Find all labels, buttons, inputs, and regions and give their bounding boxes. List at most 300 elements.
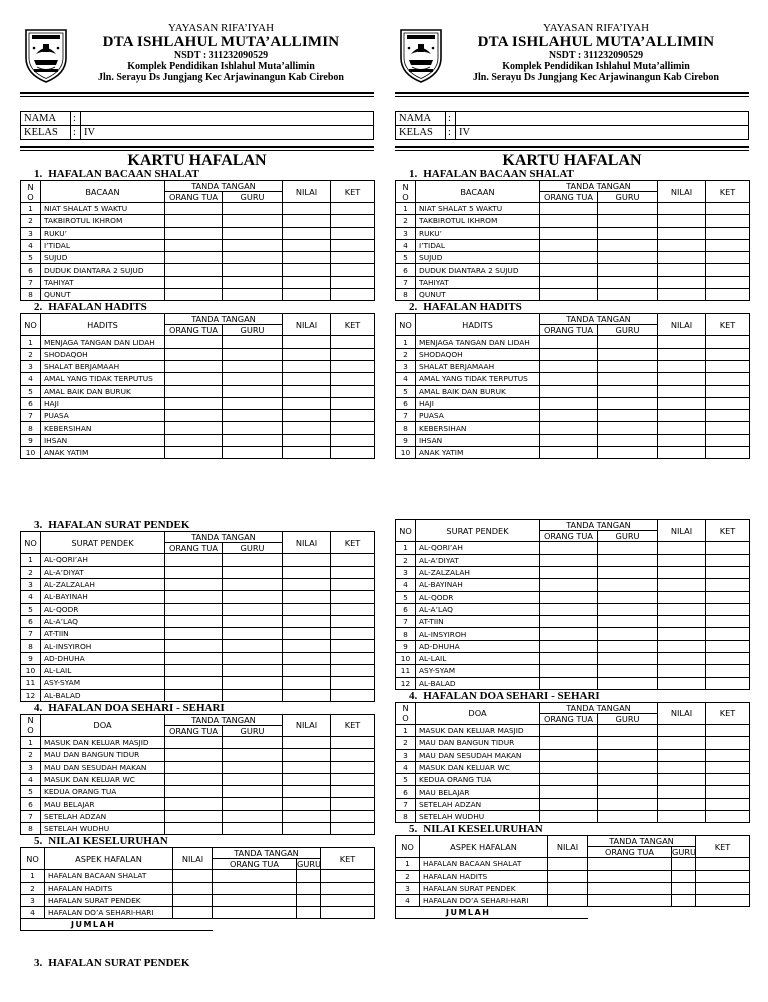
guru-signature-cell[interactable] (598, 542, 658, 554)
guru-signature-cell[interactable] (598, 591, 658, 603)
ket-cell[interactable] (706, 749, 750, 761)
nilai-cell[interactable] (658, 640, 706, 652)
ket-cell[interactable] (706, 761, 750, 773)
orang-tua-signature-cell[interactable] (165, 578, 223, 590)
nilai-cell[interactable] (283, 410, 331, 422)
orang-tua-signature-cell[interactable] (588, 870, 672, 882)
ket-cell[interactable] (331, 227, 375, 239)
guru-signature-cell[interactable] (223, 360, 283, 372)
nilai-cell[interactable] (548, 858, 588, 870)
ket-cell[interactable] (331, 276, 375, 288)
ket-cell[interactable] (331, 239, 375, 251)
orang-tua-signature-cell[interactable] (540, 276, 598, 288)
ket-cell[interactable] (331, 615, 375, 627)
orang-tua-signature-cell[interactable] (165, 203, 223, 215)
ket-cell[interactable] (696, 882, 750, 894)
ket-cell[interactable] (331, 761, 375, 773)
nilai-cell[interactable] (658, 360, 706, 372)
ket-cell[interactable] (706, 410, 750, 422)
ket-cell[interactable] (331, 628, 375, 640)
guru-signature-cell[interactable] (598, 373, 658, 385)
ket-cell[interactable] (706, 566, 750, 578)
orang-tua-signature-cell[interactable] (540, 737, 598, 749)
ket-cell[interactable] (331, 822, 375, 834)
guru-signature-cell[interactable] (598, 677, 658, 689)
orang-tua-signature-cell[interactable] (165, 385, 223, 397)
guru-signature-cell[interactable] (223, 677, 283, 689)
orang-tua-signature-cell[interactable] (165, 348, 223, 360)
nilai-cell[interactable] (658, 373, 706, 385)
orang-tua-signature-cell[interactable] (165, 689, 223, 701)
guru-signature-cell[interactable] (223, 773, 283, 785)
nilai-cell[interactable] (283, 786, 331, 798)
nilai-cell[interactable] (658, 215, 706, 227)
guru-signature-cell[interactable] (223, 749, 283, 761)
guru-signature-cell[interactable] (223, 798, 283, 810)
ket-cell[interactable] (706, 252, 750, 264)
guru-signature-cell[interactable] (297, 907, 321, 919)
orang-tua-signature-cell[interactable] (540, 761, 598, 773)
ket-cell[interactable] (331, 422, 375, 434)
orang-tua-signature-cell[interactable] (540, 810, 598, 822)
orang-tua-signature-cell[interactable] (540, 616, 598, 628)
guru-signature-cell[interactable] (223, 603, 283, 615)
nilai-cell[interactable] (658, 239, 706, 251)
nilai-cell[interactable] (283, 264, 331, 276)
nilai-cell[interactable] (283, 239, 331, 251)
orang-tua-signature-cell[interactable] (540, 798, 598, 810)
orang-tua-signature-cell[interactable] (165, 822, 223, 834)
orang-tua-signature-cell[interactable] (540, 252, 598, 264)
orang-tua-signature-cell[interactable] (540, 749, 598, 761)
nilai-cell[interactable] (548, 870, 588, 882)
orang-tua-signature-cell[interactable] (540, 724, 598, 736)
ket-cell[interactable] (706, 774, 750, 786)
guru-signature-cell[interactable] (598, 203, 658, 215)
orang-tua-signature-cell[interactable] (165, 252, 223, 264)
guru-signature-cell[interactable] (223, 348, 283, 360)
orang-tua-signature-cell[interactable] (213, 882, 297, 894)
nilai-cell[interactable] (283, 591, 331, 603)
ket-cell[interactable] (706, 360, 750, 372)
nilai-cell[interactable] (658, 724, 706, 736)
nama-field[interactable] (81, 112, 374, 126)
guru-signature-cell[interactable] (598, 252, 658, 264)
guru-signature-cell[interactable] (223, 215, 283, 227)
ket-cell[interactable] (696, 858, 750, 870)
ket-cell[interactable] (706, 554, 750, 566)
ket-cell[interactable] (706, 447, 750, 459)
orang-tua-signature-cell[interactable] (165, 603, 223, 615)
orang-tua-signature-cell[interactable] (540, 348, 598, 360)
nilai-cell[interactable] (283, 810, 331, 822)
orang-tua-signature-cell[interactable] (540, 215, 598, 227)
ket-cell[interactable] (331, 603, 375, 615)
nilai-cell[interactable] (658, 616, 706, 628)
orang-tua-signature-cell[interactable] (165, 566, 223, 578)
orang-tua-signature-cell[interactable] (540, 264, 598, 276)
guru-signature-cell[interactable] (598, 422, 658, 434)
guru-signature-cell[interactable] (223, 385, 283, 397)
nilai-cell[interactable] (548, 895, 588, 907)
orang-tua-signature-cell[interactable] (540, 385, 598, 397)
ket-cell[interactable] (321, 907, 375, 919)
guru-signature-cell[interactable] (598, 640, 658, 652)
guru-signature-cell[interactable] (223, 264, 283, 276)
ket-cell[interactable] (331, 677, 375, 689)
guru-signature-cell[interactable] (223, 689, 283, 701)
ket-cell[interactable] (331, 798, 375, 810)
ket-cell[interactable] (331, 434, 375, 446)
nilai-cell[interactable] (658, 385, 706, 397)
orang-tua-signature-cell[interactable] (165, 554, 223, 566)
guru-signature-cell[interactable] (598, 761, 658, 773)
nilai-cell[interactable] (283, 434, 331, 446)
ket-cell[interactable] (706, 373, 750, 385)
guru-signature-cell[interactable] (223, 252, 283, 264)
ket-cell[interactable] (706, 603, 750, 615)
guru-signature-cell[interactable] (672, 882, 696, 894)
orang-tua-signature-cell[interactable] (165, 665, 223, 677)
nilai-cell[interactable] (283, 336, 331, 348)
ket-cell[interactable] (706, 264, 750, 276)
ket-cell[interactable] (706, 591, 750, 603)
nilai-cell[interactable] (283, 215, 331, 227)
orang-tua-signature-cell[interactable] (213, 894, 297, 906)
nilai-cell[interactable] (658, 737, 706, 749)
ket-cell[interactable] (331, 665, 375, 677)
guru-signature-cell[interactable] (223, 276, 283, 288)
nilai-cell[interactable] (283, 689, 331, 701)
orang-tua-signature-cell[interactable] (165, 360, 223, 372)
guru-signature-cell[interactable] (598, 348, 658, 360)
ket-cell[interactable] (706, 628, 750, 640)
guru-signature-cell[interactable] (297, 870, 321, 882)
ket-cell[interactable] (331, 591, 375, 603)
guru-signature-cell[interactable] (223, 652, 283, 664)
orang-tua-signature-cell[interactable] (540, 239, 598, 251)
guru-signature-cell[interactable] (598, 616, 658, 628)
nilai-cell[interactable] (283, 276, 331, 288)
ket-cell[interactable] (331, 373, 375, 385)
ket-cell[interactable] (331, 252, 375, 264)
orang-tua-signature-cell[interactable] (165, 227, 223, 239)
guru-signature-cell[interactable] (598, 774, 658, 786)
orang-tua-signature-cell[interactable] (165, 289, 223, 301)
ket-cell[interactable] (331, 810, 375, 822)
guru-signature-cell[interactable] (598, 410, 658, 422)
nilai-cell[interactable] (658, 434, 706, 446)
guru-signature-cell[interactable] (672, 895, 696, 907)
ket-cell[interactable] (331, 289, 375, 301)
nilai-cell[interactable] (658, 591, 706, 603)
nilai-cell[interactable] (173, 870, 213, 882)
ket-cell[interactable] (321, 882, 375, 894)
nilai-cell[interactable] (283, 348, 331, 360)
nilai-cell[interactable] (283, 397, 331, 409)
ket-cell[interactable] (706, 227, 750, 239)
guru-signature-cell[interactable] (598, 289, 658, 301)
guru-signature-cell[interactable] (223, 289, 283, 301)
ket-cell[interactable] (706, 434, 750, 446)
orang-tua-signature-cell[interactable] (165, 276, 223, 288)
guru-signature-cell[interactable] (598, 264, 658, 276)
nilai-cell[interactable] (658, 774, 706, 786)
nilai-cell[interactable] (283, 749, 331, 761)
nilai-cell[interactable] (658, 798, 706, 810)
nilai-cell[interactable] (658, 203, 706, 215)
orang-tua-signature-cell[interactable] (165, 628, 223, 640)
guru-signature-cell[interactable] (297, 894, 321, 906)
ket-cell[interactable] (706, 215, 750, 227)
ket-cell[interactable] (331, 348, 375, 360)
guru-signature-cell[interactable] (598, 276, 658, 288)
ket-cell[interactable] (331, 578, 375, 590)
guru-signature-cell[interactable] (598, 385, 658, 397)
guru-signature-cell[interactable] (598, 554, 658, 566)
guru-signature-cell[interactable] (223, 203, 283, 215)
nilai-cell[interactable] (283, 252, 331, 264)
nilai-cell[interactable] (658, 397, 706, 409)
ket-cell[interactable] (706, 677, 750, 689)
kelas-field[interactable]: IV (456, 126, 749, 140)
ket-cell[interactable] (706, 737, 750, 749)
ket-cell[interactable] (331, 360, 375, 372)
ket-cell[interactable] (331, 640, 375, 652)
nilai-cell[interactable] (658, 410, 706, 422)
nilai-cell[interactable] (658, 447, 706, 459)
nilai-cell[interactable] (658, 554, 706, 566)
nilai-cell[interactable] (658, 566, 706, 578)
orang-tua-signature-cell[interactable] (165, 640, 223, 652)
ket-cell[interactable] (706, 724, 750, 736)
guru-signature-cell[interactable] (223, 822, 283, 834)
nilai-cell[interactable] (658, 276, 706, 288)
guru-signature-cell[interactable] (598, 447, 658, 459)
nilai-cell[interactable] (283, 652, 331, 664)
nilai-cell[interactable] (283, 385, 331, 397)
nilai-cell[interactable] (283, 566, 331, 578)
ket-cell[interactable] (706, 276, 750, 288)
guru-signature-cell[interactable] (598, 397, 658, 409)
ket-cell[interactable] (706, 786, 750, 798)
guru-signature-cell[interactable] (598, 579, 658, 591)
ket-cell[interactable] (706, 616, 750, 628)
orang-tua-signature-cell[interactable] (540, 373, 598, 385)
nilai-cell[interactable] (658, 264, 706, 276)
guru-signature-cell[interactable] (223, 736, 283, 748)
ket-cell[interactable] (706, 385, 750, 397)
ket-cell[interactable] (706, 397, 750, 409)
orang-tua-signature-cell[interactable] (540, 653, 598, 665)
nilai-cell[interactable] (548, 882, 588, 894)
nilai-cell[interactable] (283, 289, 331, 301)
guru-signature-cell[interactable] (223, 410, 283, 422)
nilai-cell[interactable] (283, 373, 331, 385)
guru-signature-cell[interactable] (223, 640, 283, 652)
nilai-cell[interactable] (173, 894, 213, 906)
nilai-cell[interactable] (658, 665, 706, 677)
guru-signature-cell[interactable] (598, 434, 658, 446)
orang-tua-signature-cell[interactable] (540, 591, 598, 603)
nilai-cell[interactable] (283, 628, 331, 640)
nilai-cell[interactable] (658, 348, 706, 360)
orang-tua-signature-cell[interactable] (540, 360, 598, 372)
nilai-cell[interactable] (658, 252, 706, 264)
nilai-cell[interactable] (658, 628, 706, 640)
nilai-cell[interactable] (283, 360, 331, 372)
ket-cell[interactable] (331, 749, 375, 761)
orang-tua-signature-cell[interactable] (165, 434, 223, 446)
nilai-cell[interactable] (283, 640, 331, 652)
ket-cell[interactable] (331, 203, 375, 215)
orang-tua-signature-cell[interactable] (540, 336, 598, 348)
ket-cell[interactable] (706, 203, 750, 215)
orang-tua-signature-cell[interactable] (540, 566, 598, 578)
ket-cell[interactable] (706, 239, 750, 251)
guru-signature-cell[interactable] (598, 336, 658, 348)
ket-cell[interactable] (706, 289, 750, 301)
guru-signature-cell[interactable] (598, 603, 658, 615)
orang-tua-signature-cell[interactable] (540, 603, 598, 615)
guru-signature-cell[interactable] (598, 798, 658, 810)
ket-cell[interactable] (331, 336, 375, 348)
nilai-cell[interactable] (283, 227, 331, 239)
orang-tua-signature-cell[interactable] (540, 665, 598, 677)
ket-cell[interactable] (706, 810, 750, 822)
guru-signature-cell[interactable] (598, 786, 658, 798)
nilai-cell[interactable] (283, 603, 331, 615)
guru-signature-cell[interactable] (598, 628, 658, 640)
ket-cell[interactable] (331, 554, 375, 566)
orang-tua-signature-cell[interactable] (540, 786, 598, 798)
nilai-cell[interactable] (283, 798, 331, 810)
nilai-cell[interactable] (283, 773, 331, 785)
ket-cell[interactable] (331, 410, 375, 422)
nilai-cell[interactable] (283, 615, 331, 627)
guru-signature-cell[interactable] (598, 239, 658, 251)
orang-tua-signature-cell[interactable] (165, 422, 223, 434)
orang-tua-signature-cell[interactable] (540, 554, 598, 566)
ket-cell[interactable] (706, 798, 750, 810)
guru-signature-cell[interactable] (223, 786, 283, 798)
guru-signature-cell[interactable] (672, 870, 696, 882)
ket-cell[interactable] (331, 773, 375, 785)
guru-signature-cell[interactable] (223, 761, 283, 773)
orang-tua-signature-cell[interactable] (540, 677, 598, 689)
nilai-cell[interactable] (658, 810, 706, 822)
guru-signature-cell[interactable] (223, 397, 283, 409)
orang-tua-signature-cell[interactable] (165, 373, 223, 385)
nama-field[interactable] (456, 112, 749, 126)
ket-cell[interactable] (706, 336, 750, 348)
guru-signature-cell[interactable] (598, 227, 658, 239)
ket-cell[interactable] (696, 895, 750, 907)
orang-tua-signature-cell[interactable] (165, 215, 223, 227)
ket-cell[interactable] (696, 870, 750, 882)
nilai-cell[interactable] (283, 578, 331, 590)
orang-tua-signature-cell[interactable] (213, 907, 297, 919)
guru-signature-cell[interactable] (598, 566, 658, 578)
guru-signature-cell[interactable] (223, 227, 283, 239)
guru-signature-cell[interactable] (598, 653, 658, 665)
ket-cell[interactable] (331, 652, 375, 664)
orang-tua-signature-cell[interactable] (540, 434, 598, 446)
orang-tua-signature-cell[interactable] (540, 410, 598, 422)
guru-signature-cell[interactable] (598, 749, 658, 761)
nilai-cell[interactable] (283, 822, 331, 834)
guru-signature-cell[interactable] (598, 737, 658, 749)
nilai-cell[interactable] (658, 761, 706, 773)
ket-cell[interactable] (706, 422, 750, 434)
guru-signature-cell[interactable] (598, 360, 658, 372)
nilai-cell[interactable] (283, 736, 331, 748)
nilai-cell[interactable] (658, 786, 706, 798)
guru-signature-cell[interactable] (598, 810, 658, 822)
orang-tua-signature-cell[interactable] (588, 858, 672, 870)
nilai-cell[interactable] (283, 422, 331, 434)
ket-cell[interactable] (331, 566, 375, 578)
ket-cell[interactable] (331, 264, 375, 276)
orang-tua-signature-cell[interactable] (165, 736, 223, 748)
orang-tua-signature-cell[interactable] (165, 336, 223, 348)
nilai-cell[interactable] (283, 203, 331, 215)
ket-cell[interactable] (331, 447, 375, 459)
orang-tua-signature-cell[interactable] (165, 810, 223, 822)
nilai-cell[interactable] (658, 289, 706, 301)
guru-signature-cell[interactable] (297, 882, 321, 894)
orang-tua-signature-cell[interactable] (540, 447, 598, 459)
ket-cell[interactable] (706, 653, 750, 665)
guru-signature-cell[interactable] (223, 810, 283, 822)
nilai-cell[interactable] (658, 542, 706, 554)
orang-tua-signature-cell[interactable] (165, 773, 223, 785)
guru-signature-cell[interactable] (223, 665, 283, 677)
guru-signature-cell[interactable] (598, 215, 658, 227)
orang-tua-signature-cell[interactable] (588, 895, 672, 907)
orang-tua-signature-cell[interactable] (165, 447, 223, 459)
nilai-cell[interactable] (658, 579, 706, 591)
ket-cell[interactable] (706, 640, 750, 652)
orang-tua-signature-cell[interactable] (165, 786, 223, 798)
nilai-cell[interactable] (283, 447, 331, 459)
orang-tua-signature-cell[interactable] (588, 882, 672, 894)
ket-cell[interactable] (706, 348, 750, 360)
orang-tua-signature-cell[interactable] (165, 410, 223, 422)
ket-cell[interactable] (706, 665, 750, 677)
guru-signature-cell[interactable] (223, 373, 283, 385)
orang-tua-signature-cell[interactable] (165, 591, 223, 603)
ket-cell[interactable] (331, 215, 375, 227)
nilai-cell[interactable] (283, 677, 331, 689)
guru-signature-cell[interactable] (223, 578, 283, 590)
orang-tua-signature-cell[interactable] (540, 397, 598, 409)
guru-signature-cell[interactable] (223, 336, 283, 348)
ket-cell[interactable] (331, 689, 375, 701)
orang-tua-signature-cell[interactable] (165, 239, 223, 251)
guru-signature-cell[interactable] (223, 434, 283, 446)
orang-tua-signature-cell[interactable] (540, 289, 598, 301)
orang-tua-signature-cell[interactable] (540, 774, 598, 786)
nilai-cell[interactable] (173, 907, 213, 919)
guru-signature-cell[interactable] (223, 615, 283, 627)
orang-tua-signature-cell[interactable] (213, 870, 297, 882)
ket-cell[interactable] (321, 894, 375, 906)
guru-signature-cell[interactable] (223, 554, 283, 566)
orang-tua-signature-cell[interactable] (165, 798, 223, 810)
orang-tua-signature-cell[interactable] (540, 203, 598, 215)
guru-signature-cell[interactable] (672, 858, 696, 870)
